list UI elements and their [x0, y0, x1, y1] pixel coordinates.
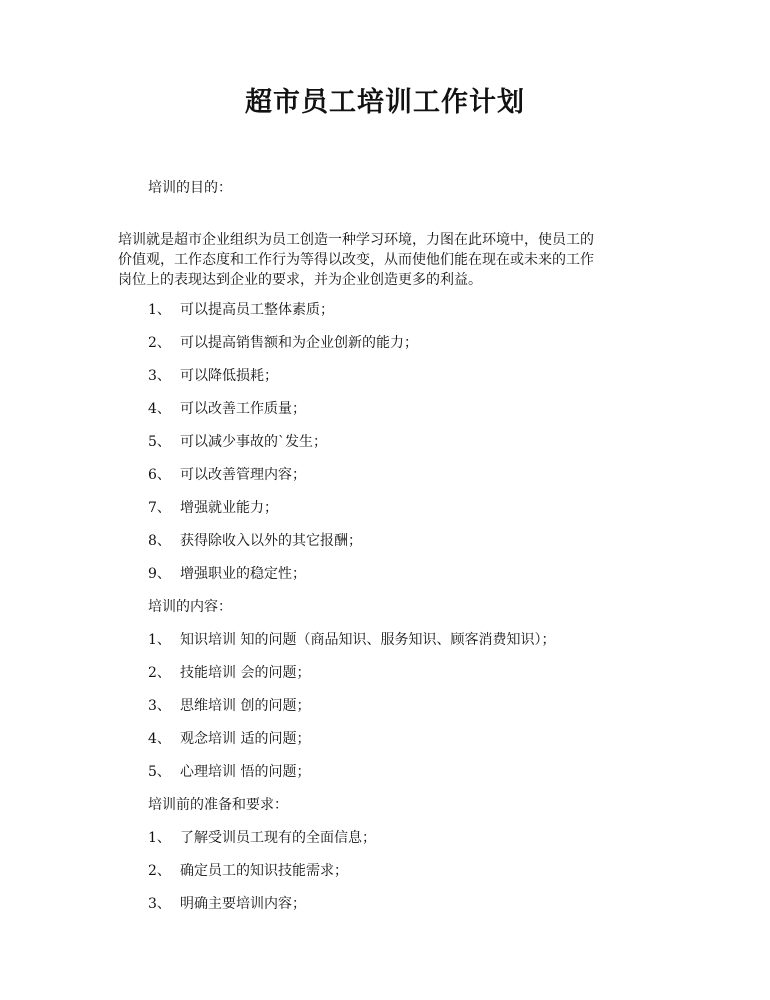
list-item: [148, 399, 306, 419]
list-item: [148, 465, 306, 485]
list-item: [148, 861, 348, 881]
list-item-number: 5、: [148, 764, 171, 780]
list-item-number: 3、: [148, 698, 171, 714]
list-item: [148, 828, 376, 848]
section-heading-purpose: 培训的目的：: [148, 180, 232, 196]
list-item: [148, 762, 310, 782]
list-item-number: 3、: [148, 896, 171, 912]
list-item-number: 2、: [148, 863, 171, 879]
list-item-number: 3、: [148, 368, 171, 384]
document-title: 超市员工培训工作计划: [245, 87, 525, 118]
section-heading-preparation: 培训前的准备和要求：: [148, 797, 288, 813]
list-item-text: 可以提高销售额和为企业创新的能力；: [180, 335, 418, 351]
list-item-number: 8、: [148, 533, 171, 549]
list-item-text: 增强就业能力；: [180, 500, 278, 516]
list-item: [148, 531, 362, 551]
list-item: [148, 498, 278, 518]
list-item-number: 4、: [148, 401, 171, 417]
list-item-number: 7、: [148, 500, 171, 516]
list-item: [148, 663, 310, 683]
list-item: [148, 729, 310, 749]
list-item-number: 9、: [148, 566, 171, 582]
list-item: [148, 300, 334, 320]
list-item-text: 确定员工的知识技能需求；: [180, 863, 348, 879]
section-heading-content: 培训的内容：: [148, 599, 232, 615]
list-item: [148, 894, 306, 914]
list-item: [148, 564, 306, 584]
list-item-text: 了解受训员工现有的全面信息；: [180, 830, 376, 846]
list-item-number: 6、: [148, 467, 171, 483]
intro-paragraph: [118, 230, 648, 290]
list-item-text: 观念培训 适的问题；: [180, 731, 311, 747]
list-item-text: 思维培训 创的问题；: [180, 698, 311, 714]
list-item-number: 2、: [148, 335, 171, 351]
list-item-number: 4、: [148, 731, 171, 747]
list-item: [148, 333, 418, 353]
list-item-number: 1、: [148, 632, 171, 648]
list-item-text: 可以减少事故的`发生；: [180, 434, 327, 450]
list-item-text: 可以改善工作质量；: [180, 401, 306, 417]
list-item-text: 心理培训 悟的问题；: [180, 764, 311, 780]
list-item-text: 知识培训 知的问题（商品知识、服务知识、顾客消费知识）；: [180, 632, 556, 648]
list-item-text: 可以改善管理内容；: [180, 467, 306, 483]
list-item: [148, 366, 278, 386]
paragraph-line: 价值观，工作态度和工作行为等得以改变，从而使他们能在现在或未来的工作: [118, 252, 594, 268]
list-item-text: 可以降低损耗；: [180, 368, 278, 384]
list-item: [148, 630, 555, 650]
paragraph-line: 岗位上的表现达到企业的要求，并为企业创造更多的利益。: [118, 272, 482, 288]
list-item-text: 可以提高员工整体素质；: [180, 302, 334, 318]
list-item: [148, 432, 327, 452]
list-item-text: 获得除收入以外的其它报酬；: [180, 533, 362, 549]
list-item-text: 明确主要培训内容；: [180, 896, 306, 912]
list-item-number: 5、: [148, 434, 171, 450]
list-item-text: 技能培训 会的问题；: [180, 665, 311, 681]
list-item-number: 2、: [148, 665, 171, 681]
paragraph-line: 培训就是超市企业组织为员工创造一种学习环境，力图在此环境中，使员工的: [118, 232, 594, 248]
list-item-number: 1、: [148, 302, 171, 318]
list-item-number: 1、: [148, 830, 171, 846]
list-item-text: 增强职业的稳定性；: [180, 566, 306, 582]
list-item: [148, 696, 310, 716]
